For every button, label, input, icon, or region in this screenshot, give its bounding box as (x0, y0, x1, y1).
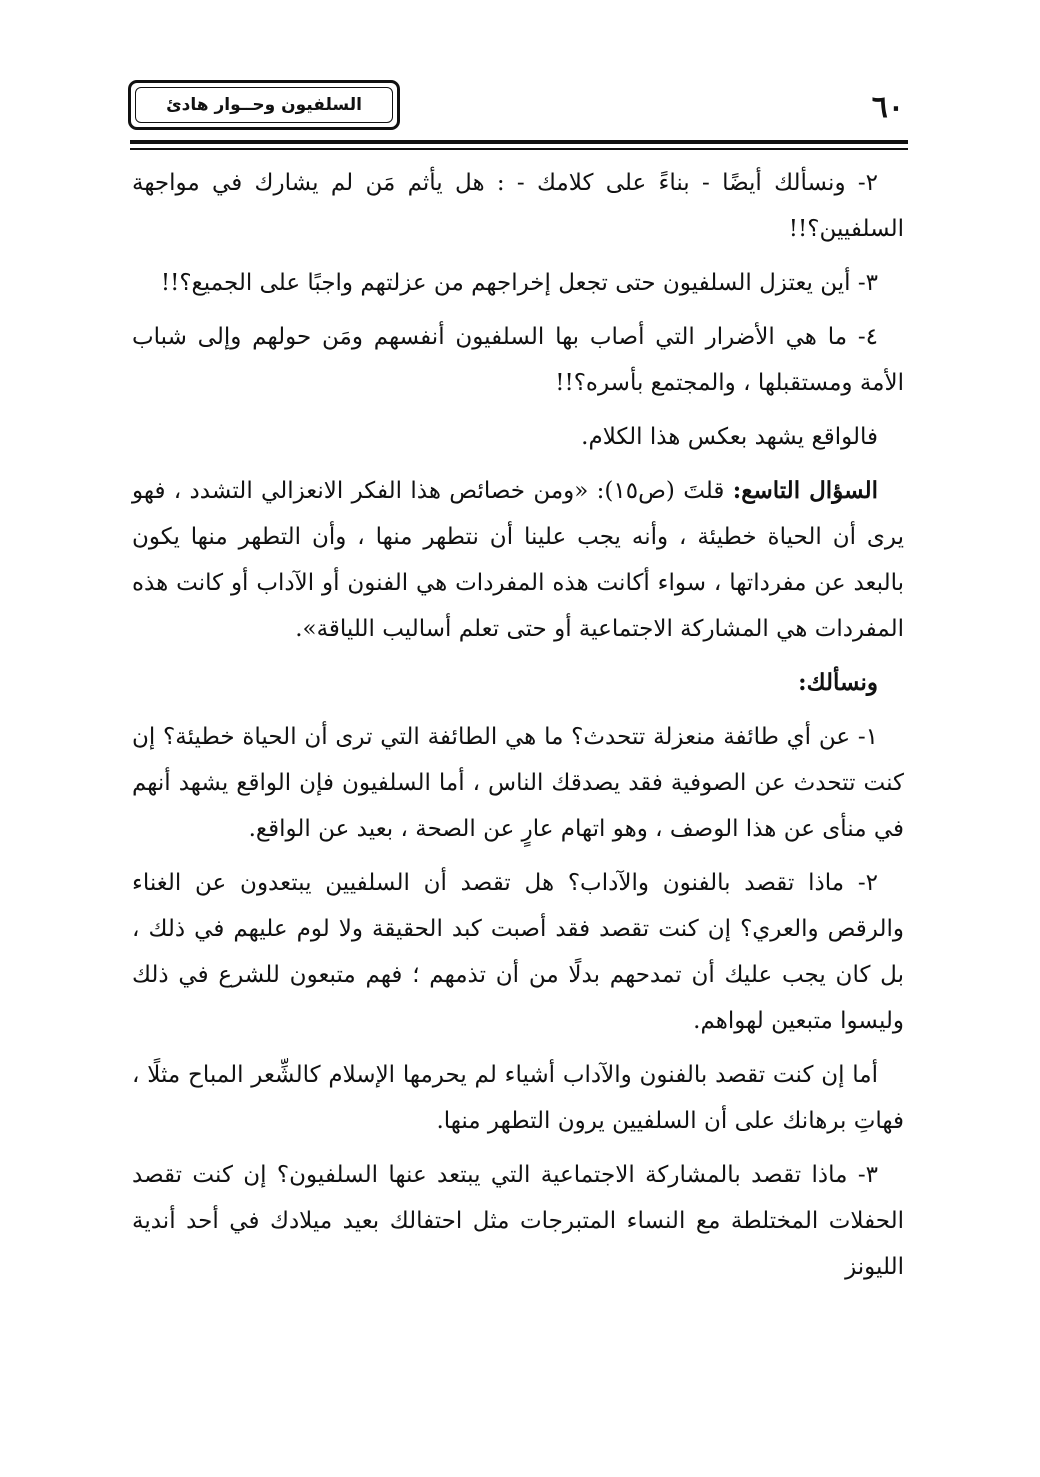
header-rule-thin (130, 148, 908, 150)
paragraph-answer-2-continued: أما إن كنت تقصد بالفنون والآداب أشياء لم يحرمها الإسلام كالشِّعر المباح مثلًا ، فهاتِ برهانك على أن السلفيين يرون التطهر منها. (132, 1062, 904, 1134)
header-rule-thick (130, 140, 908, 144)
paragraph-answer-3: ٣- ماذا تقصد بالمشاركة الاجتماعية التي يبتعد عنها السلفيون؟ إن كنت تقصد الحفلات المختلطة مع النساء المتبرجات مثل احتفالك بعيد ميلادك في أحد أندية الليونز (132, 1162, 904, 1280)
page-number: ٦٠ (871, 90, 904, 125)
ninth-question-label: السؤال التاسع: (732, 477, 878, 504)
paragraph-question-2: ٢- ونسألك أيضًا - بناءً على كلامك - : هل يأثم مَن لم يشارك في مواجهة السلفيين؟!! (132, 170, 904, 242)
paragraph-answer-2: ٢- ماذا تقصد بالفنون والآداب؟ هل تقصد أن السلفيين يبتعدون عن الغناء والرقص والعري؟ إن كنت تقصد فقد أصبت كبد الحقيقة ولا لوم عليهم في ذلك ، بل كان يجب عليك أن تمدحهم بدلًا من أن تذمهم ؛ فهم متبعون للشرع في ذلك وليسوا متبعين لهواهم. (132, 870, 904, 1034)
running-header-frame (128, 80, 400, 130)
book-title: السلفيون وحــوار هادئ (135, 87, 393, 123)
paragraph-conclusion: فالواقع يشهد بعكس هذا الكلام. (581, 424, 878, 450)
ninth-question-text: قلتَ (ص١٥): «ومن خصائص هذا الفكر الانعزالي التشدد ، فهو يرى أن الحياة خطيئة ، وأنه يجب علينا أن نتطهر منها ، وأن التطهر منها يكون بالبعد عن مفرداتها ، سواء أكانت هذه المفردات هي الفنون أو الآداب أو كانت هذه المفردات هي المشاركة الاجتماعية أو حتى تعلم أساليب اللياقة». (132, 478, 904, 642)
paragraph-question-3: ٣- أين يعتزل السلفيون حتى تجعل إخراجهم من عزلتهم واجبًا على الجميع؟!! (160, 270, 878, 296)
paragraph-question-4: ٤- ما هي الأضرار التي أصاب بها السلفيون أنفسهم ومَن حولهم وإلى شباب الأمة ومستقبلها ، والمجتمع بأسره؟!! (132, 324, 904, 396)
page-body (132, 160, 904, 1298)
paragraph-ninth-question (132, 468, 904, 652)
ask-label: ونسألك: (798, 669, 878, 696)
paragraph-answer-1: ١- عن أي طائفة منعزلة تتحدث؟ ما هي الطائفة التي ترى أن الحياة خطيئة؟ إن كنت تتحدث عن الصوفية فقد يصدقك الناس ، أما السلفيون فإن الواقع يشهد أنهم في منأى عن هذا الوصف ، وهو اتهام عارٍ عن الصحة ، بعيد عن الواقع. (132, 724, 904, 842)
